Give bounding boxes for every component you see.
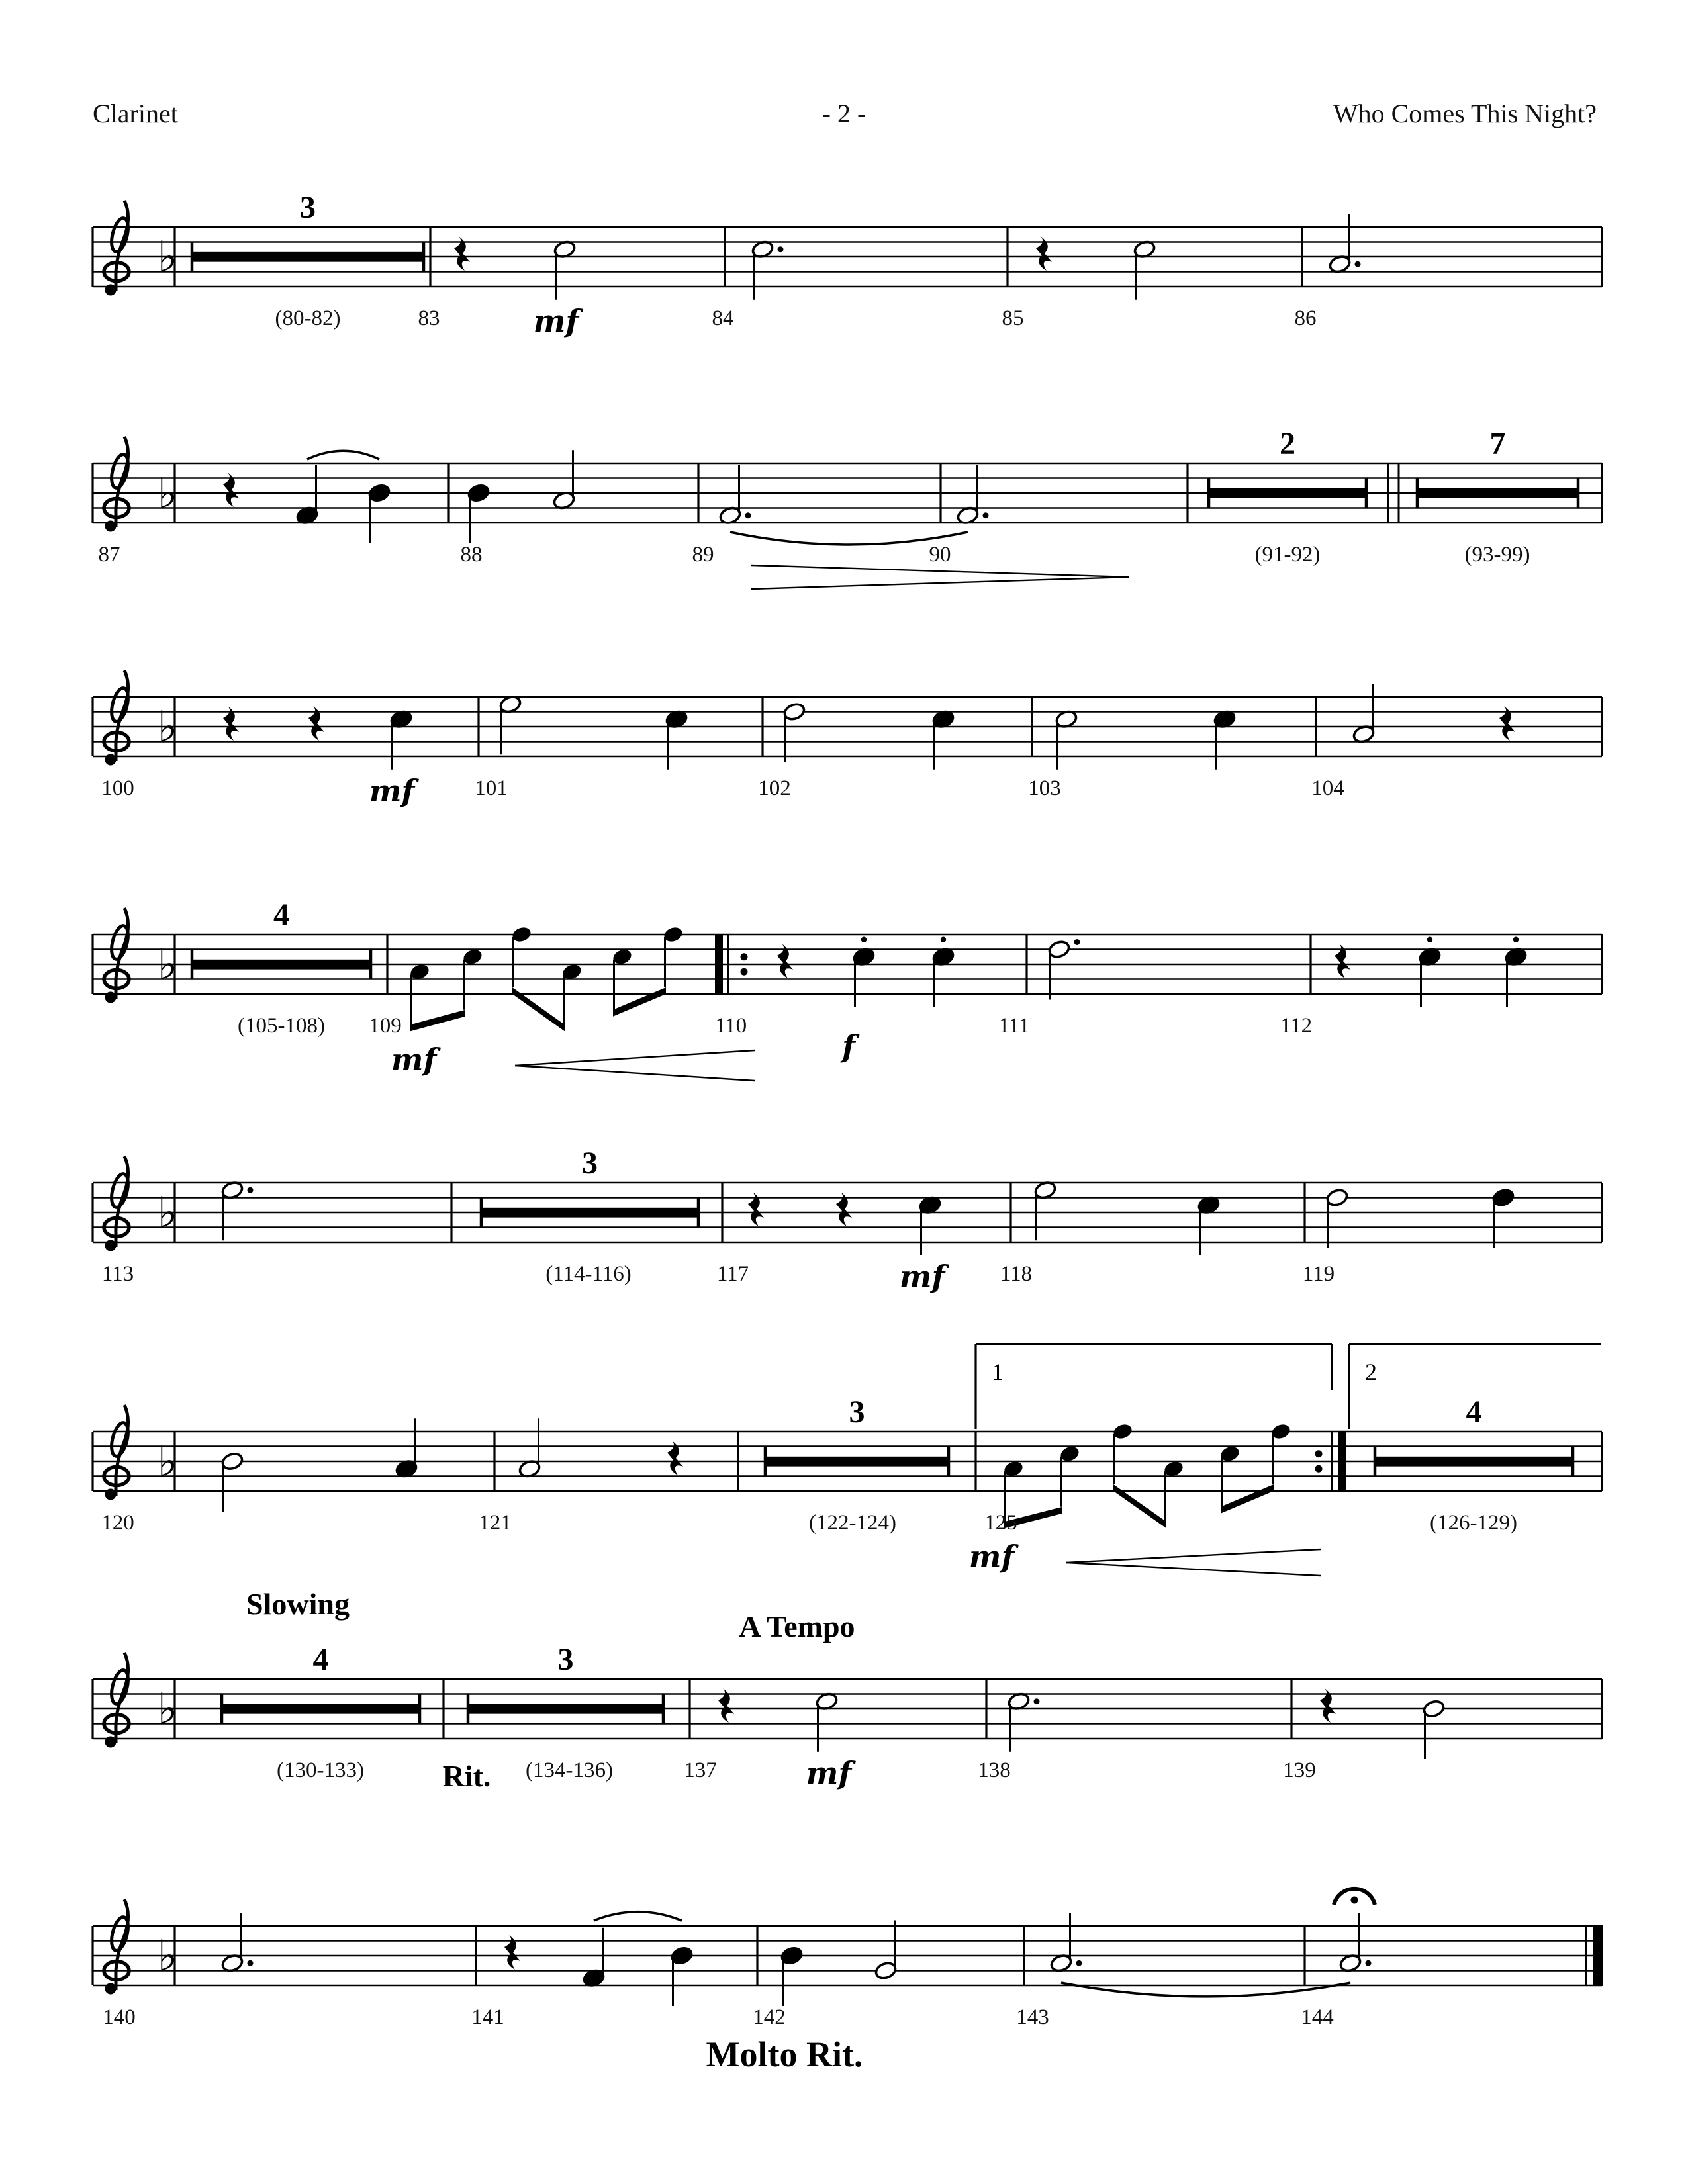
measure-number: 137 [684,1758,717,1782]
measure-range-label: (93-99) [1464,543,1530,567]
measure-number: 86 [1294,306,1317,330]
ending-number: 2 [1365,1359,1377,1385]
dynamic-text: mf [968,1539,1015,1574]
multirest-count: 3 [300,190,316,225]
measure-range-label: (134-136) [526,1758,613,1782]
measure-range-label: (80-82) [275,306,341,330]
measure-number: 83 [418,306,440,330]
clef-blob [105,992,117,1003]
multirest-count: 3 [582,1146,598,1181]
multimeasure-rest [192,190,424,330]
hairpin-line [751,565,1129,577]
measure-range-label: (105-108) [238,1014,325,1038]
key-signature-flat-icon: ♭ [157,1685,178,1734]
multimeasure-rest [222,1642,420,1782]
multimeasure-rest [481,1146,698,1286]
beamed-eighths [1111,1422,1184,1529]
measure-number: 125 [984,1511,1017,1535]
page-number: - 2 - [821,99,867,128]
system-3 [93,670,1602,809]
measure-range-label: (122-124) [809,1511,896,1535]
clef-blob [105,521,117,532]
multimeasure-rest [1375,1394,1573,1535]
staccato-dot [1427,937,1432,942]
multirest-bar [1375,1457,1573,1467]
treble-clef-icon [104,201,131,296]
note [1504,937,1528,1007]
crescendo-hairpin [515,1050,755,1081]
hairpin-line [515,1050,755,1066]
key-signature-flat-icon: ♭ [157,233,178,282]
thick-bar [715,934,723,994]
note [1491,1187,1515,1248]
augmentation-dot [1366,1960,1372,1966]
measure-number: 102 [758,776,791,800]
dynamic-text: mf [391,1042,437,1077]
tempo-text: Molto Rit. [706,2034,863,2074]
note [367,483,391,543]
repeat-dot [741,968,748,976]
treble-clef-icon [104,670,131,766]
note [220,1913,253,1973]
multirest-count: 3 [557,1642,574,1677]
fermata-icon [1334,1889,1375,1905]
dynamic-text: mf [899,1259,945,1295]
treble-clef-icon [104,1899,131,1995]
multimeasure-rest [468,1642,663,1782]
note [1033,1180,1057,1240]
measure-number: 89 [692,543,714,567]
measure-number: 109 [369,1014,402,1038]
beamed-eighths [510,925,583,1032]
dynamic-text: mf [369,773,415,809]
treble-clef-icon [104,437,131,532]
measure-number: 85 [1002,306,1024,330]
multirest-bar [192,252,424,262]
multimeasure-rest [1209,426,1366,567]
beam [410,1010,465,1032]
note [295,465,319,525]
treble-clef-icon [104,1653,131,1748]
ending-bracket [976,1344,1332,1429]
measure-number: 117 [716,1262,749,1286]
measure-number: 118 [1000,1262,1033,1286]
ending-number: 1 [992,1359,1004,1385]
dynamic-text: f [842,1028,855,1064]
staccato-dot [861,937,867,942]
measure-number: 120 [101,1511,134,1535]
treble-clef-icon [104,1156,131,1251]
staccato-dot [941,937,946,942]
measure-range-label: (126-129) [1430,1511,1517,1535]
measure-number: 104 [1311,776,1344,800]
augmentation-dot [248,1187,254,1193]
repeat-dot [1315,1465,1323,1473]
measure-number: 142 [753,2005,786,2029]
measure-range-label: (91-92) [1254,543,1321,567]
measure-number: 110 [714,1014,747,1038]
hairpin-line [515,1066,755,1081]
measure-number: 139 [1283,1758,1316,1782]
note [931,937,955,1007]
note [389,709,413,770]
system-1 [93,190,1602,339]
note [1133,240,1156,300]
note [1352,684,1376,744]
key-signature-flat-icon: ♭ [157,1189,178,1238]
note [956,465,988,525]
note [1007,1692,1039,1752]
note [467,483,491,543]
augmentation-dot [1076,1960,1082,1966]
beamed-eighths [611,925,684,1017]
system-4 [93,897,1602,1081]
measure-number: 119 [1302,1262,1335,1286]
clef-blob [105,1983,117,1995]
multirest-count: 2 [1280,426,1295,461]
multirest-bar [1209,488,1366,498]
fermata-dot [1351,1897,1358,1904]
hairpin-line [751,577,1129,589]
multirest-count: 3 [849,1394,865,1430]
key-signature-flat-icon: ♭ [157,1932,178,1981]
measure-number: 121 [479,1511,512,1535]
multirest-count: 4 [312,1642,329,1677]
beam [613,987,666,1017]
note [718,465,751,525]
note [852,937,876,1007]
augmentation-dot [983,512,989,518]
measure-number: 88 [460,543,483,567]
system-5 [93,1146,1602,1295]
hairpin-line [1066,1563,1321,1576]
tempo-text: A Tempo [739,1610,855,1643]
augmentation-dot [778,246,784,252]
note [780,1946,804,2006]
tempo-text: Slowing [246,1587,350,1621]
multirest-bar [468,1704,663,1714]
measure-number: 101 [475,776,508,800]
measure-number: 113 [101,1262,134,1286]
clef-blob [105,1489,117,1500]
note [220,1180,253,1240]
piece-title: Who Comes This Night? [1333,99,1597,128]
system-2 [93,426,1602,589]
dynamic-text: mf [533,303,579,339]
multirest-bar [481,1208,698,1218]
note [665,709,688,770]
slur-over [307,451,379,459]
repeat-dot [1315,1450,1323,1457]
augmentation-dot [248,1960,254,1966]
measure-number: 143 [1016,2005,1049,2029]
clef-blob [105,1737,117,1748]
multimeasure-rest [1417,426,1578,567]
note [1418,937,1442,1007]
note [815,1692,839,1752]
thick-bar [1338,1432,1346,1491]
augmentation-dot [745,512,751,518]
measure-number: 144 [1301,2005,1334,2029]
multirest-count: 7 [1489,426,1506,461]
note [498,694,522,754]
multimeasure-rest [765,1394,949,1535]
clef-blob [105,285,117,296]
slur-over [594,1912,682,1921]
note [782,702,806,762]
measure-number: 112 [1280,1014,1313,1038]
treble-clef-icon [104,1405,131,1500]
system-6 [93,1344,1602,1576]
decrescendo-hairpin [751,565,1129,589]
note [874,1921,898,1981]
note [1049,1913,1082,1973]
measure-number: 100 [101,776,134,800]
note [670,1946,694,2006]
note [1325,1187,1349,1248]
multirest-bar [222,1704,420,1714]
beamed-eighths [1219,1422,1291,1514]
note [1197,1195,1221,1255]
key-signature-flat-icon: ♭ [157,1437,178,1486]
clef-blob [105,754,117,766]
treble-clef-icon [104,908,131,1003]
measure-number: 103 [1028,776,1061,800]
measure-number: 111 [998,1014,1030,1038]
note [1055,709,1078,770]
multirest-count: 4 [273,897,289,933]
note [220,1451,244,1512]
multirest-bar [1417,488,1578,498]
note [931,709,955,770]
note [1213,709,1237,770]
note [582,1928,606,1988]
note [918,1195,942,1255]
note [751,240,783,300]
multirest-bar [192,960,371,970]
final-thick-bar [1593,1925,1603,1986]
note [1047,939,1080,1000]
note [1422,1699,1446,1759]
clef-blob [105,1240,117,1251]
note [553,240,577,300]
hairpin-line [1066,1549,1321,1563]
measure-number: 87 [98,543,120,567]
repeat-dot [741,953,748,960]
staccato-dot [1513,937,1519,942]
system-7 [93,1587,1602,1793]
measure-number: 138 [978,1758,1011,1782]
key-signature-flat-icon: ♭ [157,703,178,752]
measure-number: 141 [471,2005,504,2029]
multimeasure-rest [192,897,371,1038]
measure-range-label: (130-133) [277,1758,364,1782]
dynamic-text: mf [806,1755,852,1791]
part-name: Clarinet [93,99,178,128]
measure-number: 140 [103,2005,136,2029]
measure-number: 90 [929,543,951,567]
beam [1221,1484,1274,1514]
measure-range-label: (114-116) [545,1262,632,1286]
augmentation-dot [1355,261,1361,267]
multirest-count: 4 [1466,1394,1482,1430]
multirest-bar [765,1457,949,1467]
note [395,1418,418,1479]
key-signature-flat-icon: ♭ [157,469,178,518]
measure-number: 84 [712,306,734,330]
note [552,450,576,510]
augmentation-dot [1074,939,1080,945]
note [1338,1913,1371,1973]
note [1328,214,1360,274]
note [518,1418,541,1479]
system-8 [93,1889,1603,2074]
key-signature-flat-icon: ♭ [157,940,178,989]
tempo-text: Rit. [442,1759,491,1793]
crescendo-hairpin [1066,1549,1321,1576]
beamed-eighths [408,947,483,1031]
augmentation-dot [1034,1698,1040,1704]
